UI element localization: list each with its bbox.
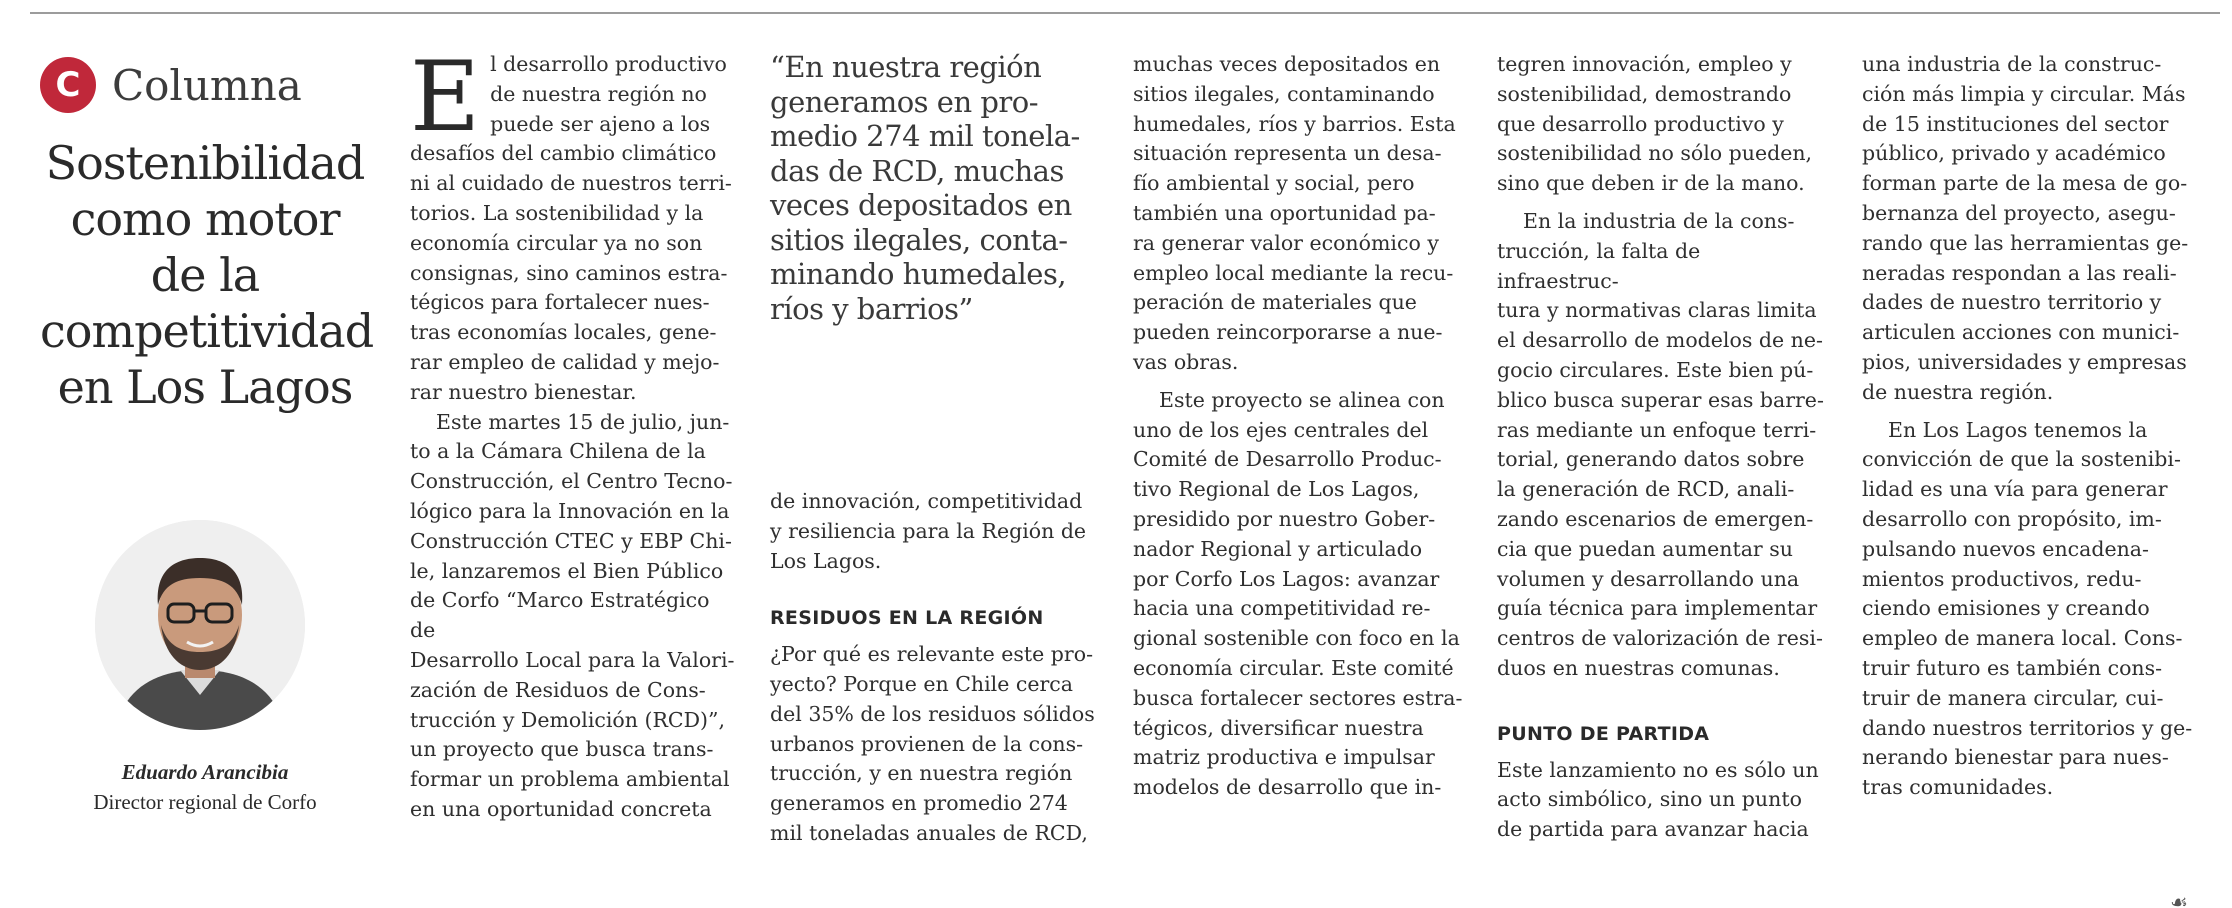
paragraph — [1862, 50, 2202, 408]
text-line: también una oportunidad pa- — [1133, 200, 1436, 225]
text-line: sostenibilidad no sólo pueden, — [1497, 141, 1813, 166]
text-line: nerando bienestar para nues- — [1862, 745, 2169, 770]
text-line: blico busca superar esas barre- — [1497, 387, 1824, 412]
text-line: rando que las herramientas ge- — [1862, 230, 2189, 255]
quote-line: sitios ilegales, conta- — [770, 222, 1068, 257]
text-line: de nuestra región. — [1862, 379, 2054, 404]
text-line: mientos productivos, redu- — [1862, 566, 2142, 591]
text-line: pueden reincorporarse a nue- — [1133, 320, 1443, 345]
text-line: guía técnica para implementar — [1497, 596, 1818, 621]
text-line: pulsando nuevos encadena- — [1862, 536, 2149, 561]
text-line: ción más limpia y circular. Más — [1862, 81, 2186, 106]
text-line: del 35% de los residuos sólidos — [770, 701, 1095, 726]
text-line: trucción, la falta de infraestruc- — [1497, 238, 1701, 293]
text-line: empleo de manera local. Cons- — [1862, 626, 2183, 651]
text-line: Construcción CTEC y EBP Chi- — [410, 528, 732, 553]
text-line: bernanza del proyecto, asegu- — [1862, 200, 2176, 225]
headline-line: en Los Lagos — [57, 360, 353, 414]
text-line: uno de los ejes centrales del — [1133, 417, 1429, 442]
text-line: articulen acciones con munici- — [1862, 320, 2180, 345]
text-line: tégicos, diversificar nuestra — [1133, 715, 1424, 740]
text-line: convicción de que la sostenibi- — [1862, 447, 2181, 472]
quote-line: medio 274 mil tonela- — [770, 119, 1080, 153]
text-line: Este lanzamiento no es sólo un — [1497, 757, 1819, 782]
text-line: público, privado y académico — [1862, 141, 2166, 166]
article-column-4 — [1497, 50, 1827, 845]
text-line: matriz productiva e impulsar — [1133, 745, 1435, 770]
text-line: acto simbólico, sino un punto — [1497, 787, 1802, 812]
text-line: Este proyecto se alinea con — [1159, 387, 1445, 412]
author-name: Eduardo Arancibia — [121, 760, 289, 784]
text-line: situación representa un desa- — [1133, 141, 1442, 166]
subhead-residuos: RESIDUOS EN LA REGIÓN — [770, 607, 1044, 630]
text-line: zando escenarios de emergen- — [1497, 506, 1814, 531]
author-portrait-icon — [95, 520, 305, 730]
paragraph — [1133, 386, 1463, 803]
text-line: zación de Residuos de Cons- — [410, 677, 706, 702]
text-line: En Los Lagos tenemos la — [1888, 417, 2148, 442]
text-line: rar empleo de calidad y mejo- — [410, 349, 720, 374]
headline-line: como motor — [70, 192, 340, 246]
text-line: Desarrollo Local para la Valori- — [410, 647, 735, 672]
article-column-3 — [1133, 50, 1463, 803]
text-line: de 15 instituciones del sector — [1862, 111, 2169, 136]
text-line: volumen y desarrollando una — [1497, 566, 1800, 591]
text-line: rar nuestro bienestar. — [410, 379, 637, 404]
text-line: un proyecto que busca trans- — [410, 737, 714, 762]
text-line: de Corfo “Marco Estratégico de — [410, 588, 710, 643]
text-line: trucción, y en nuestra región — [770, 761, 1073, 786]
section-header — [40, 55, 302, 115]
text-line: dades de nuestro territorio y — [1862, 290, 2162, 315]
text-line: le, lanzaremos el Bien Público — [410, 558, 724, 583]
text-line: truir futuro es también cons- — [1862, 655, 2163, 680]
paragraph — [1497, 50, 1827, 199]
section-label: Columna — [112, 60, 302, 110]
text-line: puede ser ajeno a los — [490, 111, 711, 136]
text-line: yecto? Porque en Chile cerca — [770, 671, 1073, 696]
text-line: Comité de Desarrollo Produc- — [1133, 447, 1442, 472]
text-line: modelos de desarrollo que in- — [1133, 775, 1442, 800]
text-line: urbanos provienen de la cons- — [770, 731, 1084, 756]
text-line: Los Lagos. — [770, 548, 882, 573]
text-line: dando nuestros territorios y ge- — [1862, 715, 2193, 740]
text-line: una industria de la construc- — [1862, 52, 2162, 76]
paragraph — [1133, 50, 1463, 378]
text-line: sostenibilidad, demostrando — [1497, 81, 1792, 106]
text-line: nador Regional y articulado — [1133, 536, 1423, 561]
text-line: desafíos del cambio climático — [410, 141, 717, 166]
text-line: fío ambiental y social, pero — [1133, 171, 1415, 196]
subhead-punto-de-partida: PUNTO DE PARTIDA — [1497, 722, 1710, 745]
text-line: sitios ilegales, contaminando — [1133, 81, 1435, 106]
quote-line: generamos en pro- — [770, 84, 1039, 119]
quote-line: das de RCD, muchas — [770, 153, 1064, 188]
text-line: de innovación, competitividad — [770, 489, 1083, 513]
article-column-2 — [770, 487, 1100, 849]
text-line: economía circular. Este comité — [1133, 655, 1454, 680]
text-line: forman parte de la mesa de go- — [1862, 171, 2188, 196]
text-line: cia que puedan aumentar su — [1497, 536, 1793, 561]
text-line: que desarrollo productivo y — [1497, 111, 1784, 136]
text-line: empleo local mediante la recu- — [1133, 260, 1454, 285]
paragraph — [770, 640, 1100, 849]
text-line: en una oportunidad concreta — [410, 796, 712, 821]
text-line: truir de manera circular, cui- — [1862, 685, 2164, 710]
text-line: y resiliencia para la Región de — [770, 518, 1087, 543]
text-line: ¿Por qué es relevante este pro- — [770, 642, 1093, 667]
text-line: Construcción, el Centro Tecno- — [410, 469, 733, 494]
headline — [40, 135, 374, 415]
text-line: to a la Cámara Chilena de la — [410, 439, 706, 464]
quote-line: minando humedales, — [770, 257, 1067, 291]
text-line: generamos en promedio 274 — [770, 791, 1068, 816]
text-line: vas obras. — [1133, 349, 1239, 374]
text-line: gocio circulares. Este bien pú- — [1497, 357, 1814, 382]
text-line: ni al cuidado de nuestros terri- — [410, 171, 732, 196]
top-rule — [30, 12, 2220, 14]
text-line: tras economías locales, gene- — [410, 320, 717, 345]
text-line: torios. La sostenibilidad y la — [410, 200, 704, 225]
drop-cap: E — [410, 41, 481, 153]
text-line: hacia una competitividad re- — [1133, 596, 1431, 621]
text-line: tura y normativas claras limita — [1497, 298, 1817, 323]
pull-quote — [770, 50, 1110, 326]
quote-line: “En nuestra región — [770, 50, 1042, 84]
text-line: tégicos para fortalecer nues- — [410, 290, 710, 315]
paragraph — [1497, 756, 1827, 845]
text-line: el desarrollo de modelos de ne- — [1497, 328, 1823, 353]
text-line: ra generar valor económico y — [1133, 230, 1439, 255]
article-column-5 — [1862, 50, 2202, 803]
text-line: l desarrollo productivo — [490, 52, 727, 76]
quote-line: ríos y barrios” — [770, 291, 973, 326]
text-line: por Corfo Los Lagos: avanzar — [1133, 566, 1440, 591]
text-line: ras mediante un enfoque terri- — [1497, 417, 1817, 442]
headline-line: Sostenibilidad — [45, 136, 365, 190]
text-line: desarrollo con propósito, im- — [1862, 506, 2162, 531]
text-line: torial, generando datos sobre — [1497, 447, 1805, 472]
text-line: neradas respondan a las reali- — [1862, 260, 2177, 285]
text-line: muchas veces depositados en — [1133, 52, 1441, 76]
text-line: economía circular ya no son — [410, 230, 703, 255]
text-line: tegren innovación, empleo y — [1497, 52, 1792, 76]
text-line: formar un problema ambiental — [410, 767, 730, 792]
text-line: trucción y Demolición (RCD)”, — [410, 707, 726, 732]
text-line: consignas, sino caminos estra- — [410, 260, 728, 285]
text-line: pios, universidades y empresas — [1862, 349, 2187, 374]
headline-line: competitividad — [40, 304, 374, 358]
text-line: de partida para avanzar hacia — [1497, 817, 1809, 842]
text-line: la generación de RCD, anali- — [1497, 477, 1795, 502]
text-line: En la industria de la cons- — [1523, 208, 1795, 233]
text-line: de nuestra región no — [490, 81, 707, 106]
text-line: busca fortalecer sectores estra- — [1133, 685, 1463, 710]
paragraph — [410, 408, 740, 825]
text-line: lidad es una vía para generar — [1862, 477, 2168, 502]
text-line: gional sostenible con foco en la — [1133, 626, 1460, 651]
text-line: sino que deben ir de la mano. — [1497, 171, 1805, 196]
quote-line: veces depositados en — [770, 188, 1072, 222]
paragraph — [1497, 207, 1827, 684]
text-line: tras comunidades. — [1862, 775, 2054, 800]
text-line: ciendo emisiones y creando — [1862, 596, 2150, 621]
text-line: lógico para la Innovación en la — [410, 498, 730, 523]
text-line: peración de materiales que — [1133, 290, 1417, 315]
paragraph — [770, 487, 1100, 576]
author-photo — [95, 520, 305, 730]
author-role: Director regional de Corfo — [93, 790, 317, 814]
paragraph — [1862, 416, 2202, 803]
article-column-1 — [410, 41, 740, 825]
section-badge-icon: C — [40, 57, 96, 113]
text-line: humedales, ríos y barrios. Esta — [1133, 111, 1456, 136]
text-line: tivo Regional de Los Lagos, — [1133, 477, 1420, 502]
headline-line: de la — [150, 248, 260, 302]
end-of-article-icon: ☙ — [2170, 890, 2188, 908]
text-line: mil toneladas anuales de RCD, — [770, 820, 1088, 845]
text-line: Este martes 15 de julio, jun- — [436, 409, 730, 434]
text-line: presidido por nuestro Gober- — [1133, 506, 1436, 531]
text-line: duos en nuestras comunas. — [1497, 655, 1780, 680]
text-line: centros de valorización de resi- — [1497, 626, 1823, 651]
